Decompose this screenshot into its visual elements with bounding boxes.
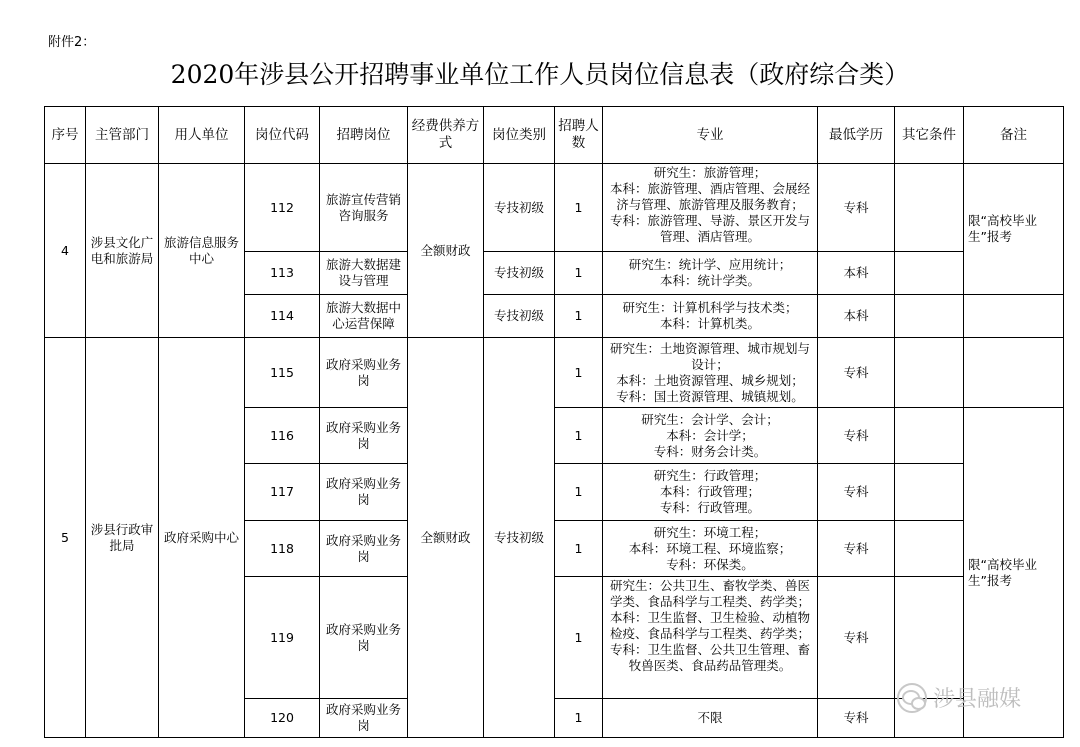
code-cell: 120 bbox=[245, 699, 320, 738]
post-cell: 政府采购业务岗 bbox=[320, 577, 408, 699]
major-cell bbox=[603, 521, 818, 577]
table-row bbox=[45, 164, 1064, 252]
edu-cell: 本科 bbox=[818, 252, 895, 295]
edu-cell: 专科 bbox=[818, 164, 895, 252]
code-cell: 116 bbox=[245, 408, 320, 464]
page-title: 2020年涉县公开招聘事业单位工作人员岗位信息表（政府综合类） bbox=[170, 60, 910, 89]
dept-cell: 涉县文化广电和旅游局 bbox=[86, 164, 159, 338]
post-cell: 政府采购业务岗 bbox=[320, 699, 408, 738]
major-line: 研究生：公共卫生、畜牧学类、兽医学类、食品科学与工程类、药学类； bbox=[609, 578, 810, 609]
major-cell bbox=[603, 252, 818, 295]
code-cell: 117 bbox=[245, 464, 320, 521]
category-cell: 专技初级 bbox=[484, 295, 555, 338]
major-line: 专科：环保类。 bbox=[666, 556, 754, 572]
post-cell: 政府采购业务岗 bbox=[320, 521, 408, 577]
other-cell bbox=[895, 252, 964, 295]
other-cell bbox=[895, 295, 964, 338]
col-header-code: 岗位代码 bbox=[245, 107, 320, 164]
count-cell: 1 bbox=[555, 408, 603, 464]
col-header-funding: 经费供养方式 bbox=[408, 107, 484, 164]
code-cell: 114 bbox=[245, 295, 320, 338]
post-cell: 政府采购业务岗 bbox=[320, 408, 408, 464]
col-header-other: 其它条件 bbox=[895, 107, 964, 164]
funding-cell: 全额财政 bbox=[408, 338, 484, 738]
edu-cell: 专科 bbox=[818, 521, 895, 577]
other-cell bbox=[895, 164, 964, 252]
edu-cell: 专科 bbox=[818, 338, 895, 408]
count-cell: 1 bbox=[555, 338, 603, 408]
major-cell bbox=[603, 408, 818, 464]
col-header-major: 专业 bbox=[603, 107, 818, 164]
major-line: 本科：行政管理； bbox=[659, 484, 760, 499]
col-header-edu: 最低学历 bbox=[818, 107, 895, 164]
major-line: 研究生：旅游管理； bbox=[653, 164, 767, 180]
watermark-text: 涉县融媒 bbox=[933, 687, 1022, 712]
attachment-label: 附件2： bbox=[48, 35, 96, 50]
edu-cell: 专科 bbox=[818, 408, 895, 464]
funding-cell: 全额财政 bbox=[408, 164, 484, 338]
code-cell: 112 bbox=[245, 164, 320, 252]
remark-cell-empty bbox=[964, 295, 1064, 338]
edu-cell: 专科 bbox=[818, 577, 895, 699]
major-line: 本科：环境工程、环境监察； bbox=[628, 540, 792, 556]
major-cell bbox=[603, 295, 818, 338]
major-line: 专科：财务会计类。 bbox=[653, 443, 767, 459]
dept-cell: 涉县行政审批局 bbox=[86, 338, 159, 738]
watermark bbox=[897, 682, 1021, 713]
col-header-category: 岗位类别 bbox=[484, 107, 555, 164]
col-header-post: 招聘岗位 bbox=[320, 107, 408, 164]
col-header-remark: 备注 bbox=[964, 107, 1064, 164]
col-header-employer: 用人单位 bbox=[159, 107, 245, 164]
code-cell: 113 bbox=[245, 252, 320, 295]
major-cell bbox=[603, 464, 818, 521]
major-cell: 不限 bbox=[603, 699, 818, 738]
count-cell: 1 bbox=[555, 699, 603, 738]
post-cell: 政府采购业务岗 bbox=[320, 338, 408, 408]
seq-cell: 4 bbox=[45, 164, 86, 338]
major-line: 研究生：环境工程； bbox=[653, 524, 767, 540]
major-line: 专科：国土资源管理、城镇规划。 bbox=[616, 388, 804, 404]
other-cell bbox=[895, 521, 964, 577]
major-line: 专科：旅游管理、导游、景区开发与管理、酒店管理。 bbox=[609, 212, 810, 244]
edu-cell: 专科 bbox=[818, 699, 895, 738]
wechat-icon bbox=[897, 683, 927, 713]
major-cell bbox=[603, 577, 818, 699]
major-cell bbox=[603, 164, 818, 252]
count-cell: 1 bbox=[555, 164, 603, 252]
remark-cell: 限“高校毕业生”报考 bbox=[964, 164, 1064, 295]
major-line: 专科：行政管理。 bbox=[659, 500, 760, 515]
employer-cell: 政府采购中心 bbox=[159, 338, 245, 738]
major-line: 专科：卫生监督、公共卫生管理、畜牧兽医类、食品药品管理类。 bbox=[609, 642, 810, 673]
category-cell: 专技初级 bbox=[484, 338, 555, 738]
count-cell: 1 bbox=[555, 577, 603, 699]
major-line: 本科：计算机类。 bbox=[659, 316, 760, 331]
header-row bbox=[45, 107, 1064, 164]
other-cell bbox=[895, 577, 964, 699]
remark-cell-empty bbox=[964, 338, 1064, 408]
count-cell: 1 bbox=[555, 464, 603, 521]
col-header-count: 招聘人数 bbox=[555, 107, 603, 164]
major-line: 研究生：会计学、会计； bbox=[641, 411, 779, 427]
count-cell: 1 bbox=[555, 252, 603, 295]
major-line: 本科：卫生监督、卫生检验、动植物检疫、食品科学与工程类、药学类； bbox=[609, 610, 810, 641]
major-line: 研究生：计算机科学与技术类； bbox=[622, 300, 798, 315]
major-line: 本科：旅游管理、酒店管理、会展经济与管理、旅游管理及服务教育； bbox=[609, 180, 810, 212]
col-header-dept: 主管部门 bbox=[86, 107, 159, 164]
other-cell bbox=[895, 338, 964, 408]
post-cell: 政府采购业务岗 bbox=[320, 464, 408, 521]
col-header-seq: 序号 bbox=[45, 107, 86, 164]
major-line: 研究生：土地资源管理、城市规划与设计； bbox=[609, 340, 810, 372]
post-cell: 旅游大数据中心运营保障 bbox=[320, 295, 408, 338]
post-cell: 旅游大数据建设与管理 bbox=[320, 252, 408, 295]
post-cell: 旅游宣传营销咨询服务 bbox=[320, 164, 408, 252]
count-cell: 1 bbox=[555, 521, 603, 577]
code-cell: 119 bbox=[245, 577, 320, 699]
table-row bbox=[45, 338, 1064, 408]
employer-cell: 旅游信息服务中心 bbox=[159, 164, 245, 338]
remark-cell: 限“高校毕业生”报考 bbox=[964, 408, 1064, 738]
major-line: 研究生：统计学、应用统计； bbox=[628, 257, 792, 272]
major-line: 本科：统计学类。 bbox=[659, 273, 760, 288]
major-cell bbox=[603, 338, 818, 408]
code-cell: 115 bbox=[245, 338, 320, 408]
category-cell: 专技初级 bbox=[484, 252, 555, 295]
major-line: 本科：土地资源管理、城乡规划； bbox=[616, 372, 804, 388]
seq-cell: 5 bbox=[45, 338, 86, 738]
count-cell: 1 bbox=[555, 295, 603, 338]
job-info-table bbox=[44, 106, 1064, 738]
other-cell bbox=[895, 464, 964, 521]
major-line: 本科：会计学； bbox=[666, 427, 754, 443]
edu-cell: 专科 bbox=[818, 464, 895, 521]
other-cell bbox=[895, 408, 964, 464]
edu-cell: 本科 bbox=[818, 295, 895, 338]
code-cell: 118 bbox=[245, 521, 320, 577]
category-cell: 专技初级 bbox=[484, 164, 555, 252]
major-line: 研究生：行政管理； bbox=[653, 468, 767, 483]
